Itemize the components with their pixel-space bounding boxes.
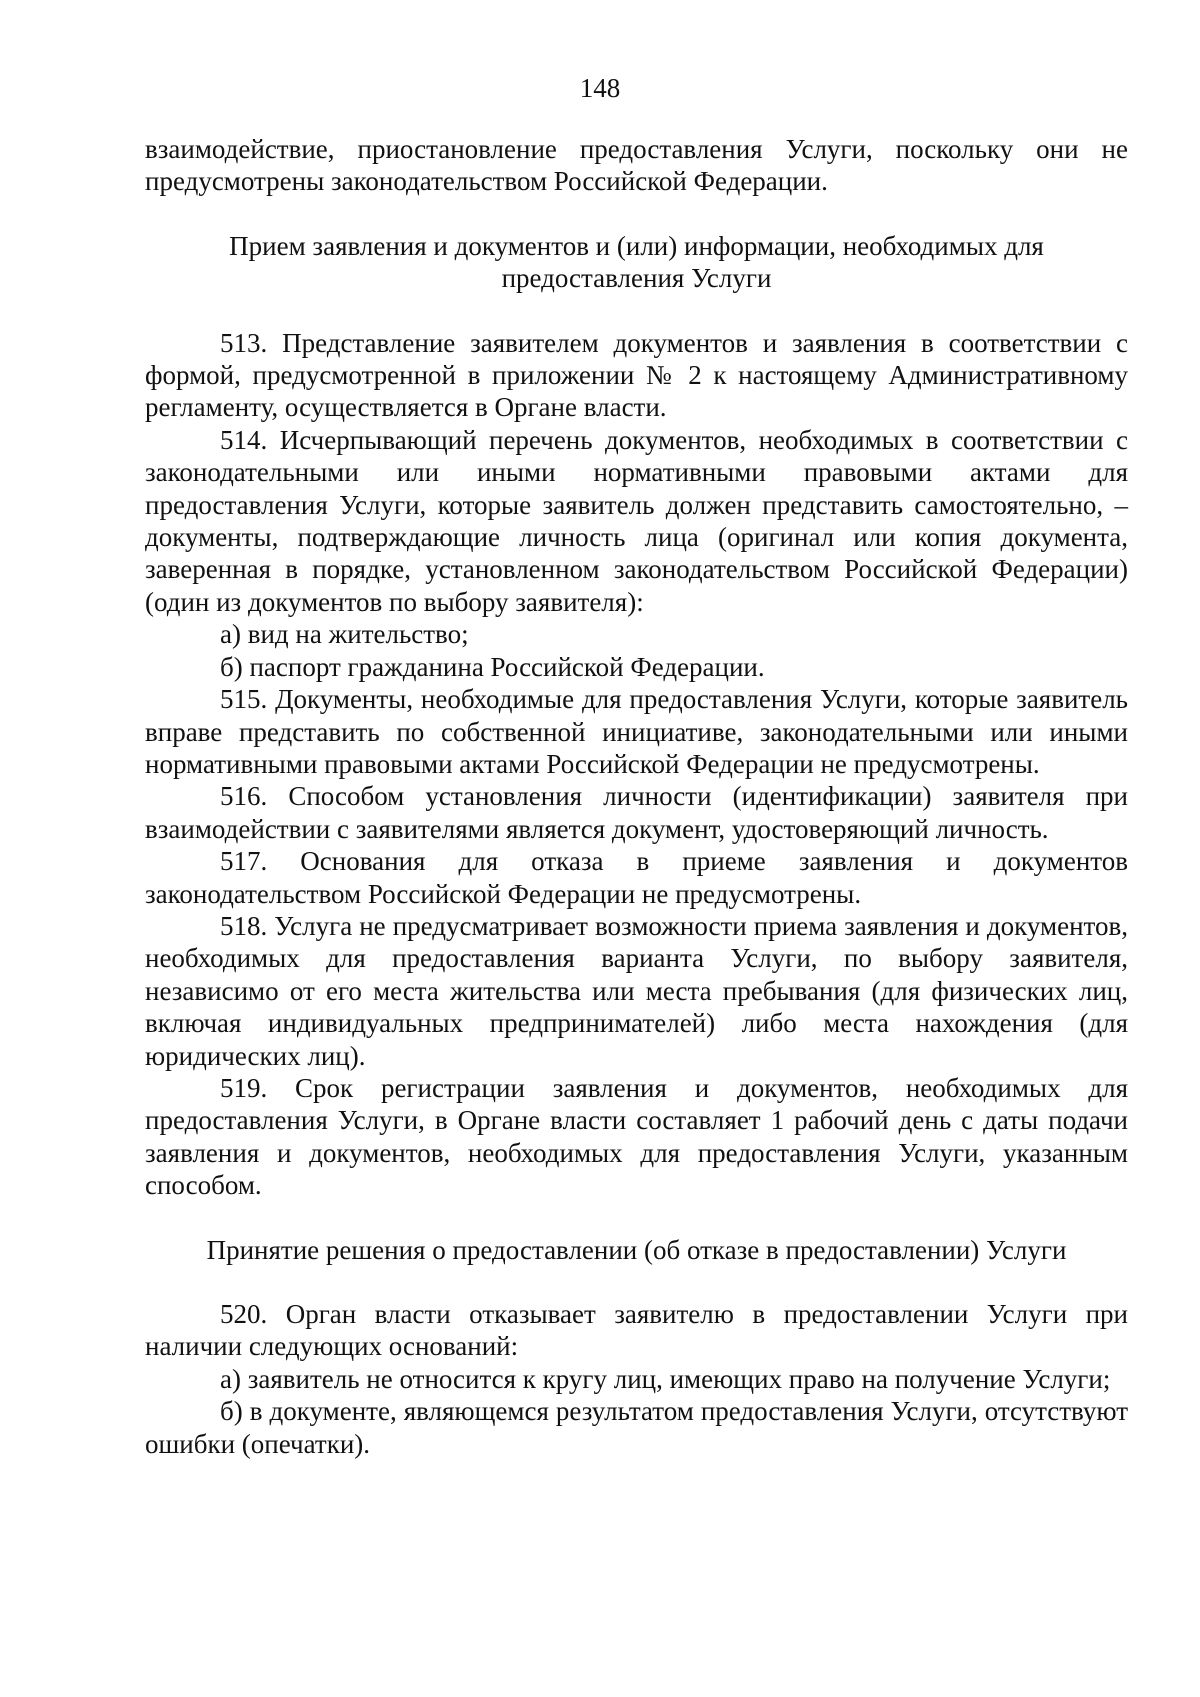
- paragraph: а) вид на жительство;: [220, 619, 469, 650]
- section-heading: Прием заявления и документов и (или) информации, необходимых для предоставления Услуги: [229, 230, 1044, 294]
- paragraph: б) в документе, являющемся результатом предоставления Услуги, отсутствуют ошибки (опечатки).: [145, 1396, 1128, 1459]
- paragraph: 515. Документы, необходимые для предоставления Услуги, которые заявитель вправе представить по собственной инициативе, законодательными или иными нормативными правовыми актами Российской Федерации не предусмотрены.: [145, 684, 1128, 779]
- document-body: [145, 133, 1128, 1460]
- section-spacer: [145, 1202, 1128, 1234]
- paragraph: 516. Способом установления личности (идентификации) заявителя при взаимодействии с заявителями является документ, удостоверяющий личность.: [145, 781, 1128, 844]
- paragraph: 518. Услуга не предусматривает возможности приема заявления и документов, необходимых для предоставления варианта Услуги, по выбору заявителя, независимо от его места жительства или места пребывания (для физических лиц, включая индивидуальных предпринимателей) либо места нахождения (для юридических лиц).: [145, 910, 1128, 1071]
- paragraph: 519. Срок регистрации заявления и документов, необходимых для предоставления Услуги, в Органе власти составляет 1 рабочий день с даты подачи заявления и документов, необходимых для предоставления Услуги, указанным способом.: [145, 1072, 1128, 1201]
- paragraph: а) заявитель не относится к кругу лиц, имеющих право на получение Услуги;: [220, 1363, 1111, 1394]
- paragraph: 517. Основания для отказа в приеме заявления и документов законодательством Российской Федерации не предусмотрены.: [145, 846, 1128, 909]
- section-spacer: [145, 198, 1128, 230]
- paragraph: б) паспорт гражданина Российской Федерации.: [220, 651, 765, 682]
- page-number: 148: [579, 73, 621, 103]
- paragraph: взаимодействие, приостановление предоставления Услуги, поскольку они не предусмотрены законодательством Российской Федерации.: [145, 134, 1128, 197]
- section-spacer: [145, 295, 1128, 327]
- paragraph: 513. Представление заявителем документов и заявления в соответствии с формой, предусмотренной в приложении № 2 к настоящему Административному регламенту, осуществляется в Органе власти.: [145, 327, 1128, 423]
- paragraph: 514. Исчерпывающий перечень документов, необходимых в соответствии с законодательными или иными нормативными правовыми актами для предоставления Услуги, которые заявитель должен представить самостоятельно, – документы, подтверждающие личность лица (оригинал или копия документа, заверенная в порядке, установленном законодательством Российской Федерации) (один из документов по выбору заявителя):: [145, 424, 1128, 617]
- section-heading: Принятие решения о предоставлении (об отказе в предоставлении) Услуги: [206, 1234, 1067, 1265]
- paragraph: 520. Орган власти отказывает заявителю в предоставлении Услуги при наличии следующих оснований:: [145, 1299, 1128, 1362]
- section-spacer: [145, 1266, 1128, 1298]
